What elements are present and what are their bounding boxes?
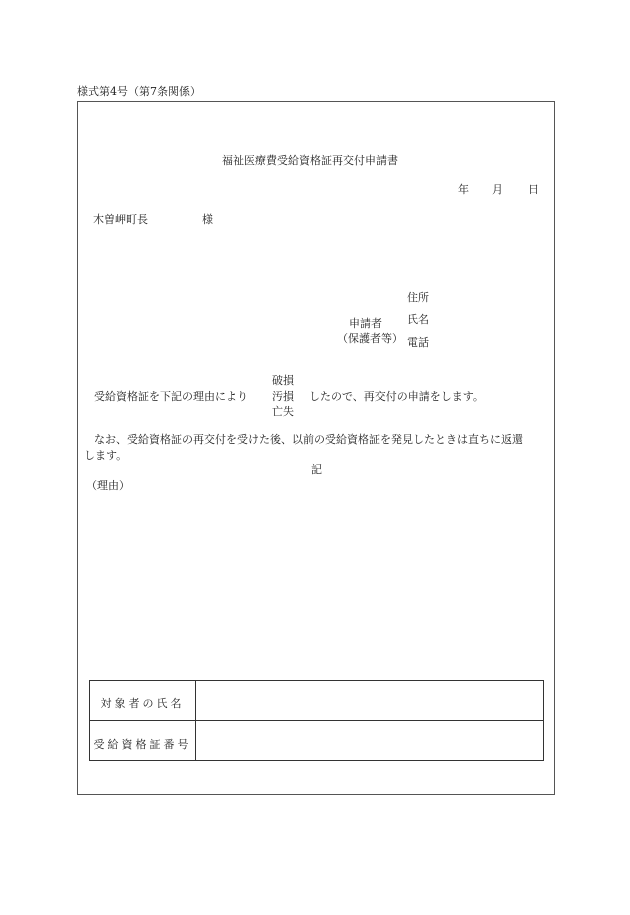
- certificate-number-label: 受給資格証番号: [93, 738, 192, 751]
- certificate-number-field[interactable]: [196, 721, 543, 760]
- applicant-phone-label: 電話: [407, 336, 429, 349]
- applicant-label-sub: （保護者等）: [337, 332, 403, 345]
- reason-option-damaged: 破損: [272, 374, 294, 387]
- addressee-name: 木曽岬町長: [93, 213, 148, 226]
- ki-heading: 記: [311, 463, 322, 476]
- date-day: 日: [528, 183, 539, 196]
- subject-name-field[interactable]: [196, 681, 543, 720]
- date-year: 年: [458, 183, 469, 196]
- reason-option-lost: 亡失: [272, 405, 294, 418]
- form-title: 福祉医療費受給資格証再交付申請書: [222, 154, 398, 167]
- form-number: 様式第4号（第7条関係）: [77, 85, 201, 98]
- addressee-honorific: 様: [202, 213, 213, 226]
- reason-label: （理由）: [86, 479, 130, 492]
- statement-prefix: 受給資格証を下記の理由により: [94, 390, 248, 403]
- applicant-label: 申請者: [349, 317, 382, 330]
- date-month: 月: [492, 183, 503, 196]
- applicant-name-label: 氏名: [407, 313, 429, 326]
- notice-line-2: します。: [84, 449, 128, 462]
- statement-suffix: したので、再交付の申請をします。: [309, 390, 484, 403]
- subject-name-label: 対象者の氏名: [100, 697, 185, 710]
- reason-option-soiled: 汚損: [272, 390, 294, 403]
- notice-line-1: なお、受給資格証の再交付を受けた後、以前の受給資格証を発見したときは直ちに返還: [94, 433, 523, 446]
- applicant-address-label: 住所: [407, 291, 429, 304]
- subject-info-table: [89, 680, 544, 761]
